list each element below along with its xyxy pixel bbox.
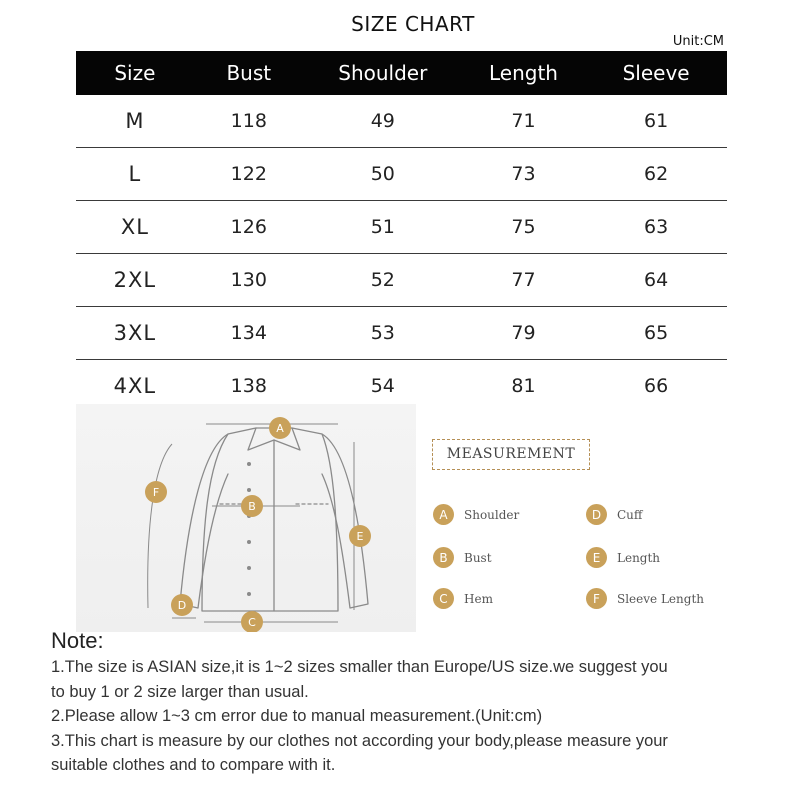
- size-cell: 4XL: [76, 360, 194, 413]
- legend-item-shoulder: [433, 504, 519, 525]
- size-table: [76, 51, 727, 413]
- header-sleeve: Sleeve: [585, 51, 727, 95]
- bust-cell: 138: [194, 360, 304, 413]
- length-cell: 79: [462, 307, 585, 360]
- notes-title: Note:: [51, 628, 104, 653]
- header-shoulder: Shoulder: [304, 51, 462, 95]
- header-size: Size: [76, 51, 194, 95]
- badge-b-icon: B: [433, 547, 454, 568]
- legend-item-sleeve-length: [586, 588, 704, 609]
- marker-f: [145, 481, 167, 503]
- svg-text:B: B: [248, 500, 256, 513]
- legend-label: Cuff: [617, 507, 643, 522]
- svg-text:F: F: [152, 486, 160, 499]
- marker-a: [269, 417, 291, 439]
- size-cell: L: [76, 148, 194, 201]
- length-cell: 75: [462, 201, 585, 254]
- svg-text:C: C: [248, 616, 256, 629]
- sleeve-cell: 64: [585, 254, 727, 307]
- length-cell: 71: [462, 95, 585, 148]
- bust-cell: 126: [194, 201, 304, 254]
- marker-d: [171, 594, 193, 616]
- legend-label: Bust: [464, 550, 492, 565]
- bust-cell: 118: [194, 95, 304, 148]
- shoulder-cell: 53: [304, 307, 462, 360]
- size-cell: XL: [76, 201, 194, 254]
- marker-b: [241, 495, 263, 517]
- shoulder-cell: 52: [304, 254, 462, 307]
- length-cell: 77: [462, 254, 585, 307]
- legend-label: Shoulder: [464, 507, 520, 522]
- legend-item-hem: [433, 588, 493, 609]
- table-row: [76, 254, 727, 307]
- legend-label: Length: [617, 550, 661, 565]
- table-header-row: [76, 51, 727, 95]
- note-line: 1.The size is ASIAN size,it is 1~2 sizes smaller than Europe/US size.we suggest you: [51, 658, 668, 676]
- shoulder-cell: 50: [304, 148, 462, 201]
- sleeve-cell: 63: [585, 201, 727, 254]
- note-line: 2.Please allow 1~3 cm error due to manual measurement.(Unit:cm): [51, 707, 543, 725]
- sleeve-cell: 61: [585, 95, 727, 148]
- table-row: [76, 307, 727, 360]
- badge-d-icon: D: [586, 504, 607, 525]
- size-cell: M: [76, 95, 194, 148]
- notes-section: [51, 628, 751, 778]
- unit-label: Unit:CM: [672, 34, 724, 49]
- length-cell: 73: [462, 148, 585, 201]
- legend-label: Sleeve Length: [617, 591, 704, 606]
- sleeve-cell: 62: [585, 148, 727, 201]
- badge-f-icon: F: [586, 588, 607, 609]
- table-row: [76, 201, 727, 254]
- legend-item-length: [586, 547, 660, 568]
- bust-cell: 130: [194, 254, 304, 307]
- sleeve-cell: 65: [585, 307, 727, 360]
- table-row: [76, 95, 727, 148]
- svg-text:E: E: [356, 530, 364, 543]
- measurement-title: MEASUREMENT: [432, 439, 590, 470]
- badge-e-icon: E: [586, 547, 607, 568]
- bust-cell: 122: [194, 148, 304, 201]
- legend-label: Hem: [464, 591, 493, 606]
- table-row: [76, 148, 727, 201]
- badge-c-icon: C: [433, 588, 454, 609]
- header-length: Length: [462, 51, 585, 95]
- shoulder-cell: 51: [304, 201, 462, 254]
- bust-cell: 134: [194, 307, 304, 360]
- shoulder-cell: 49: [304, 95, 462, 148]
- note-line: suitable clothes and to compare with it.: [51, 756, 336, 774]
- shoulder-cell: 54: [304, 360, 462, 413]
- svg-text:A: A: [276, 422, 284, 435]
- legend-item-bust: [433, 547, 492, 568]
- note-line: to buy 1 or 2 size larger than usual.: [51, 682, 309, 701]
- length-cell: 81: [462, 360, 585, 413]
- badge-a-icon: A: [433, 504, 454, 525]
- legend-item-cuff: [586, 504, 642, 525]
- header-bust: Bust: [194, 51, 304, 95]
- svg-text:D: D: [177, 599, 187, 612]
- size-cell: 2XL: [76, 254, 194, 307]
- sleeve-cell: 66: [585, 360, 727, 413]
- page-title: SIZE CHART: [351, 12, 475, 36]
- note-line: 3.This chart is measure by our clothes not according your body,please measure your: [51, 731, 668, 750]
- marker-e: [349, 525, 371, 547]
- size-cell: 3XL: [76, 307, 194, 360]
